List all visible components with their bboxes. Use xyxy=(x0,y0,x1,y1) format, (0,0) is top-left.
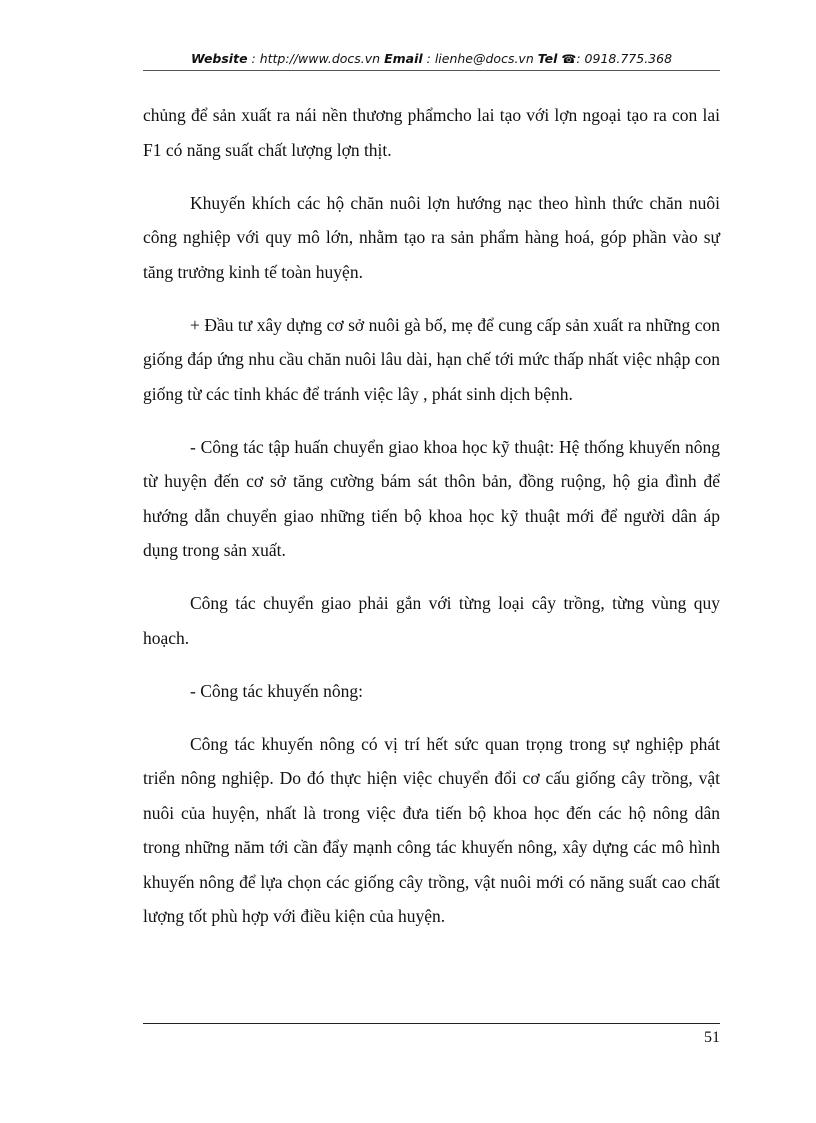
tel-number: : 0918.775.368 xyxy=(576,51,673,66)
document-body xyxy=(143,98,720,952)
page-number: 51 xyxy=(704,1029,720,1046)
tel-label: Tel xyxy=(537,51,558,66)
email-address: : lienhe@docs.vn xyxy=(422,51,538,66)
header-divider xyxy=(143,70,720,71)
section-heading: - Công tác khuyến nông: xyxy=(190,680,364,701)
website-url: : http://www.docs.vn xyxy=(247,51,385,66)
paragraph: Khuyến khích các hộ chăn nuôi lợn hướng nạc theo hình thức chăn nuôi công nghiệp với quy mô lớn, nhằm tạo ra sản phẩm hàng hoá, góp phần vào sự tăng trưởng kinh tế toàn huyện. xyxy=(143,192,720,282)
paragraph: + Đầu tư xây dựng cơ sở nuôi gà bố, mẹ để cung cấp sản xuất ra những con giống đáp ứng nhu cầu chăn nuôi lâu dài, hạn chế tới mức thấp nhất việc nhập con giống từ các tỉnh khác để tránh việc lây , phát sinh dịch bệnh. xyxy=(143,314,720,404)
paragraph: Công tác khuyến nông có vị trí hết sức quan trọng trong sự nghiệp phát triển nông nghiệp. Do đó thực hiện việc chuyển đổi cơ cấu giống cây trồng, vật nuôi của huyện, nhất là trong việc đưa tiến bộ khoa học đến các hộ nông dân trong những năm tới cần đẩy mạnh công tác khuyến nông, xây dựng các mô hình khuyến nông để lựa chọn các giống cây trồng, vật nuôi mới có năng suất cao chất lượng tốt phù hợp với điều kiện của huyện. xyxy=(143,733,720,926)
footer-divider xyxy=(143,1023,720,1024)
page-header xyxy=(143,50,720,68)
paragraph: - Công tác tập huấn chuyển giao khoa học kỹ thuật: Hệ thống khuyến nông từ huyện đến cơ sở tăng cường bám sát thôn bản, đồng ruộng, hộ gia đình để hướng dẫn chuyển giao những tiến bộ khoa học kỹ thuật mới để người dân áp dụng trong sản xuất. xyxy=(143,436,720,560)
paragraph: Công tác chuyển giao phải gắn với từng loại cây trồng, từng vùng quy hoạch. xyxy=(143,593,720,648)
paragraph: chủng để sản xuất ra nái nền thương phẩmcho lai tạo với lợn ngoại tạo ra con lai F1 có năng suất chất lượng lợn thịt. xyxy=(143,105,720,160)
phone-icon: ☎ xyxy=(561,52,577,66)
website-label: Website xyxy=(190,51,248,66)
email-label: Email xyxy=(384,51,423,66)
